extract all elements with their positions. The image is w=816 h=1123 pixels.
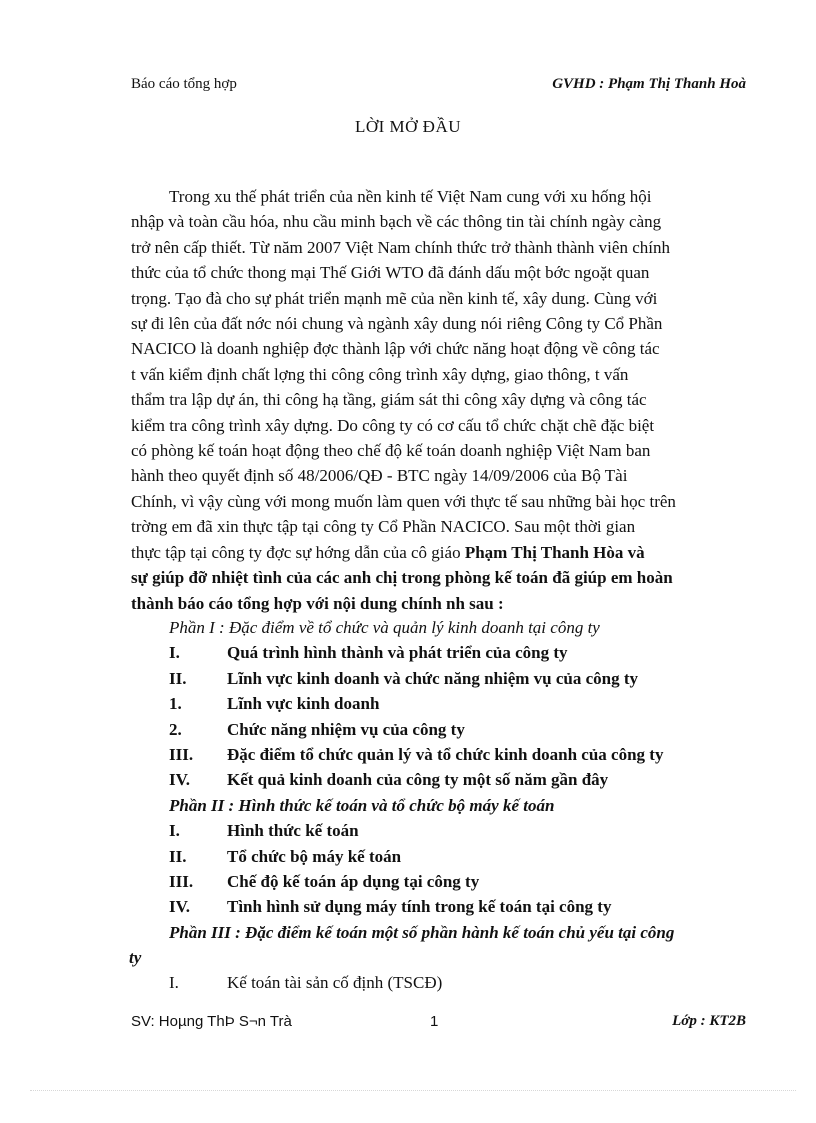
- intro-paragraph: [131, 184, 771, 616]
- item-text: Chế độ kế toán áp dụng tại công ty: [227, 871, 480, 891]
- outline-item: [131, 666, 674, 691]
- page-number: 1: [430, 1013, 439, 1030]
- paragraph-line: trở nên cấp thiết. Từ năm 2007 Việt Nam chính thức trở thành thành viên chính: [131, 237, 670, 257]
- paragraph-line: có phòng kế toán hoạt động theo chế độ kế toán doanh nghiệp Việt Nam ban: [131, 441, 651, 461]
- item-text: Chức năng nhiệm vụ của công ty: [227, 719, 465, 739]
- paragraph-line: trọng. Tạo đà cho sự phát triển mạnh mẽ của nền kinh tế, xây dung. Cùng với: [131, 288, 658, 308]
- item-text: Đặc điểm tổ chức quản lý và tổ chức kinh doanh của công ty: [227, 744, 664, 764]
- item-number: III.: [169, 871, 194, 891]
- item-number: IV.: [169, 897, 190, 917]
- footer-class: Lớp : KT2B: [672, 1013, 746, 1029]
- item-number: II.: [169, 668, 187, 688]
- part-heading: Phần III : Đặc điểm kế toán một số phần hành kế toán chủ yếu tại công: [169, 922, 675, 942]
- item-text: Lĩnh vực kinh doanh và chức năng nhiệm vụ của công ty: [227, 668, 639, 688]
- item-text: Tình hình sử dụng máy tính trong kế toán tại công ty: [227, 897, 612, 917]
- paragraph-line: hành theo quyết định số 48/2006/QĐ - BTC ngày 14/09/2006 của Bộ Tài: [131, 466, 628, 486]
- footer-student-name: SV: Hoµng ThÞ S¬n Trà: [131, 1013, 292, 1030]
- item-number: I.: [169, 821, 180, 841]
- item-number: I.: [169, 973, 179, 993]
- paragraph-line: Trong xu thế phát triển của nền kinh tế Việt Nam cung với xu hống hội: [169, 187, 652, 206]
- outline-item: [131, 894, 674, 919]
- header-supervisor: GVHD : Phạm Thị Thanh Hoà: [552, 76, 746, 92]
- item-text: Lĩnh vực kinh doanh: [227, 694, 380, 714]
- paragraph-line-bold: thành báo cáo tổng hợp với nội dung chính nh sau :: [131, 593, 504, 613]
- item-text: Kết quả kinh doanh của công ty một số năm gần đây: [227, 770, 609, 790]
- paragraph-line: kiểm tra công trình xây dựng. Do công ty có cơ cấu tổ chức chặt chẽ đặc biệt: [131, 415, 655, 435]
- supervisor-name-bold: Phạm Thị Thanh Hòa và: [464, 542, 645, 562]
- paragraph-line: Chính, vì vậy cùng với mong muốn làm quen với thực tế sau những bài học trên: [131, 491, 676, 511]
- item-text: Quá trình hình thành và phát triển của công ty: [227, 643, 568, 663]
- paragraph-line: t vấn kiểm định chất lợng thi công công trình xây dựng, giao thông, t vấn: [131, 364, 629, 384]
- part-heading-continued: ty: [129, 948, 142, 968]
- paragraph-line: [131, 540, 771, 565]
- outline-item: [131, 640, 674, 665]
- paragraph-line: nhập và toàn cầu hóa, nhu cầu minh bạch về các thông tin tài chính ngày càng: [131, 212, 662, 232]
- item-text: Hình thức kế toán: [227, 821, 359, 841]
- paragraph-text: thực tập tại công ty đợc sự hớng dẫn của cô giáo: [131, 542, 465, 562]
- outline-item: [131, 717, 674, 742]
- paragraph-line-bold: sự giúp đỡ nhiệt tình của các anh chị trong phòng kế toán đã giúp em hoàn: [131, 568, 673, 588]
- paragraph-line: sự đi lên của đất nớc nói chung và ngành xây dung nói riêng Công ty Cổ Phần: [131, 314, 663, 334]
- part-heading: Phần I : Đặc điểm về tổ chức và quản lý kinh doanh tại công ty: [169, 618, 600, 637]
- paragraph-line: thức của tổ chức thong mại Thế Giới WTO đã đánh dấu một bớc ngoặt quan: [131, 263, 650, 283]
- paragraph-line: thẩm tra lập dự án, thi công hạ tầng, giám sát thi công xây dựng và công tác: [131, 390, 647, 410]
- outline-item: [131, 691, 674, 716]
- outline-item: [131, 869, 674, 894]
- report-outline: [131, 615, 674, 996]
- item-number: 1.: [169, 694, 182, 714]
- page-edge-divider: [30, 1090, 796, 1091]
- header-report-type: Báo cáo tổng hợp: [131, 76, 237, 92]
- part-heading: Phần II : Hình thức kế toán và tổ chức bộ máy kế toán: [169, 795, 555, 815]
- paragraph-line: NACICO là doanh nghiệp đợc thành lập với chức năng hoạt động về công tác: [131, 339, 660, 359]
- item-number: III.: [169, 744, 194, 764]
- outline-item: [131, 818, 674, 843]
- outline-item: [131, 844, 674, 869]
- item-number: II.: [169, 846, 187, 866]
- page-title: LỜI MỞ ĐẦU: [354, 117, 462, 136]
- outline-item: [131, 767, 674, 792]
- outline-item: [131, 742, 674, 767]
- item-text: Kế toán tài sản cố định (TSCĐ): [227, 973, 443, 993]
- item-number: IV.: [169, 770, 190, 790]
- item-number: I.: [169, 643, 180, 663]
- paragraph-line: trờng em đã xin thực tập tại công ty Cổ Phần NACICO. Sau một thời gian: [131, 517, 636, 537]
- item-number: 2.: [169, 719, 182, 739]
- outline-item: [131, 970, 674, 995]
- item-text: Tổ chức bộ máy kế toán: [227, 846, 402, 866]
